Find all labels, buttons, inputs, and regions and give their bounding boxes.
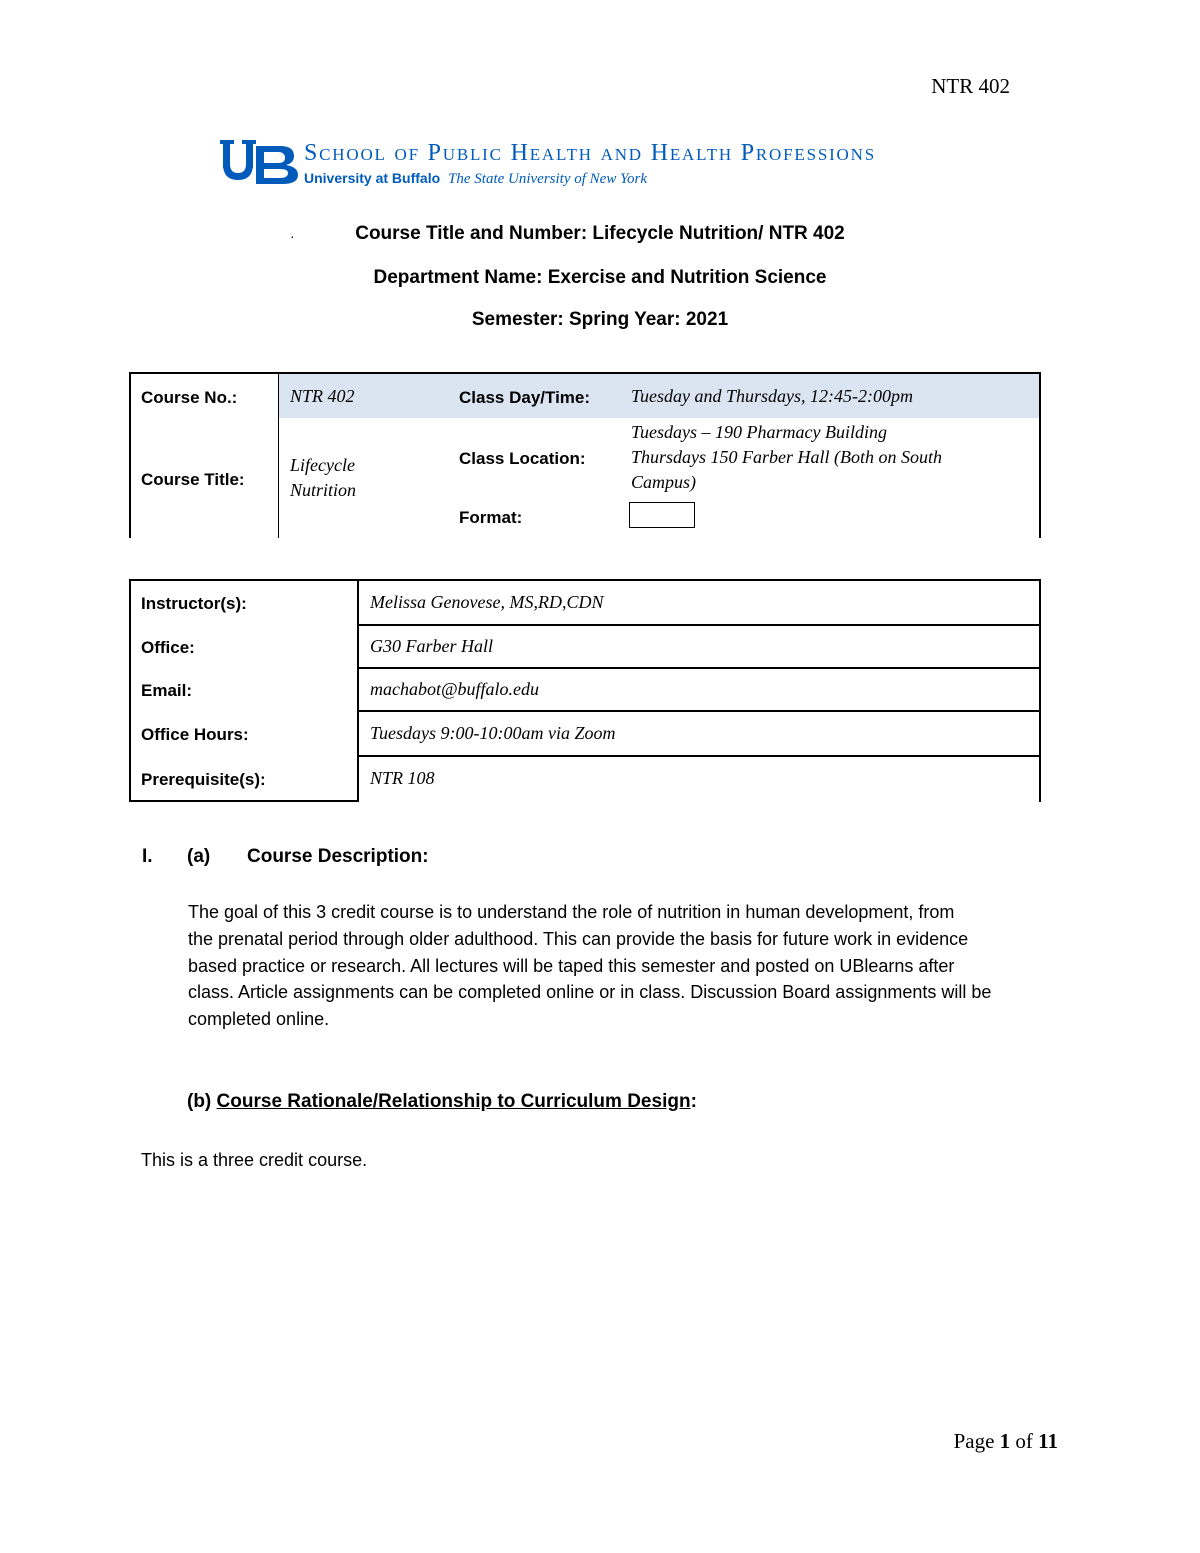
description-line: completed online.	[188, 1009, 330, 1030]
running-header: NTR 402	[931, 74, 1010, 98]
course-rationale-text: This is a three credit course.	[141, 1150, 368, 1170]
class-location-line-3: Campus)	[631, 472, 697, 492]
course-title-value-2: Nutrition	[290, 480, 357, 500]
logo-school-name: School of Public Health and Health Professions	[304, 140, 876, 166]
section-numeral: I.	[142, 846, 153, 867]
class-location-label: Class Location:	[459, 449, 586, 468]
subsection-a-marker: (a)	[187, 846, 211, 867]
course-rationale-heading	[187, 1091, 697, 1113]
office-hours-value: Tuesdays 9:00-10:00am via Zoom	[370, 723, 616, 743]
course-title-label: Course Title:	[141, 470, 245, 489]
course-rationale-title: Course Rationale/Relationship to Curriculum Design	[216, 1091, 691, 1112]
office-label: Office:	[141, 638, 195, 657]
description-line: The goal of this 3 credit course is to understand the role of nutrition in human development, from	[188, 902, 955, 922]
course-info-table	[129, 372, 1041, 538]
table-divider	[357, 579, 359, 802]
logo-university: University at Buffalo	[304, 170, 441, 186]
table-border	[129, 372, 1041, 374]
ub-logo-icon	[220, 138, 300, 191]
bullet-dot-icon: ·	[290, 228, 295, 244]
footer-page-word: Page	[953, 1429, 995, 1453]
instructor-label: Instructor(s):	[141, 594, 247, 613]
format-field[interactable]	[629, 502, 695, 528]
course-no-value: NTR 402	[290, 386, 355, 406]
description-line: based practice or research. All lectures will be taped this semester and posted on UBlearns after	[188, 955, 955, 976]
format-label: Format:	[459, 508, 523, 527]
course-rationale-colon: :	[690, 1091, 697, 1112]
footer-page-number: 1	[999, 1429, 1011, 1453]
table-row-line	[357, 667, 1041, 669]
office-value: G30 Farber Hall	[370, 636, 493, 656]
logo-suny: The State University of New York	[448, 171, 648, 187]
table-border	[1039, 372, 1041, 538]
course-no-label: Course No.:	[141, 388, 238, 407]
footer-of-word: of	[1015, 1429, 1033, 1453]
table-row-line	[357, 710, 1041, 712]
table-row-line	[357, 624, 1041, 626]
prerequisite-value: NTR 108	[370, 768, 435, 788]
course-description-heading: Course Description:	[247, 846, 429, 867]
subsection-b-marker: (b)	[187, 1091, 212, 1112]
course-title-heading: Course Title and Number: Lifecycle Nutrition/ NTR 402	[355, 223, 845, 244]
class-location-line-2: Thursdays 150 Farber Hall (Both on South	[631, 447, 943, 467]
instructor-value: Melissa Genovese, MS,RD,CDN	[370, 592, 604, 612]
class-day-value: Tuesday and Thursdays, 12:45-2:00pm	[631, 386, 913, 406]
description-line: class. Article assignments can be completed online or in class. Discussion Board assignments will be	[188, 982, 992, 1003]
instructor-table	[129, 579, 1041, 802]
table-border	[129, 579, 131, 802]
department-heading: Department Name: Exercise and Nutrition Science	[373, 267, 827, 288]
class-location-line-1: Tuesdays – 190 Pharmacy Building	[631, 422, 887, 442]
table-divider	[278, 372, 279, 538]
table-border	[129, 579, 1041, 581]
table-row-line	[357, 755, 1041, 757]
office-hours-label: Office Hours:	[141, 725, 249, 744]
prerequisite-label: Prerequisite(s):	[141, 770, 266, 789]
email-label: Email:	[141, 681, 193, 700]
footer-page-total: 11	[1038, 1429, 1058, 1453]
table-border	[129, 800, 359, 802]
email-value: machabot@buffalo.edu	[370, 679, 540, 699]
course-title-value-1: Lifecycle	[290, 455, 355, 475]
table-border	[1039, 579, 1041, 802]
logo-subline	[304, 170, 647, 188]
page-footer	[954, 1429, 1058, 1454]
course-description-text	[188, 899, 1088, 1033]
semester-heading: Semester: Spring Year: 2021	[471, 309, 729, 330]
description-line: the prenatal period through older adulthood. This can provide the basis for future work in evidence	[188, 928, 969, 949]
table-border	[129, 372, 131, 538]
class-day-label: Class Day/Time:	[459, 388, 591, 407]
